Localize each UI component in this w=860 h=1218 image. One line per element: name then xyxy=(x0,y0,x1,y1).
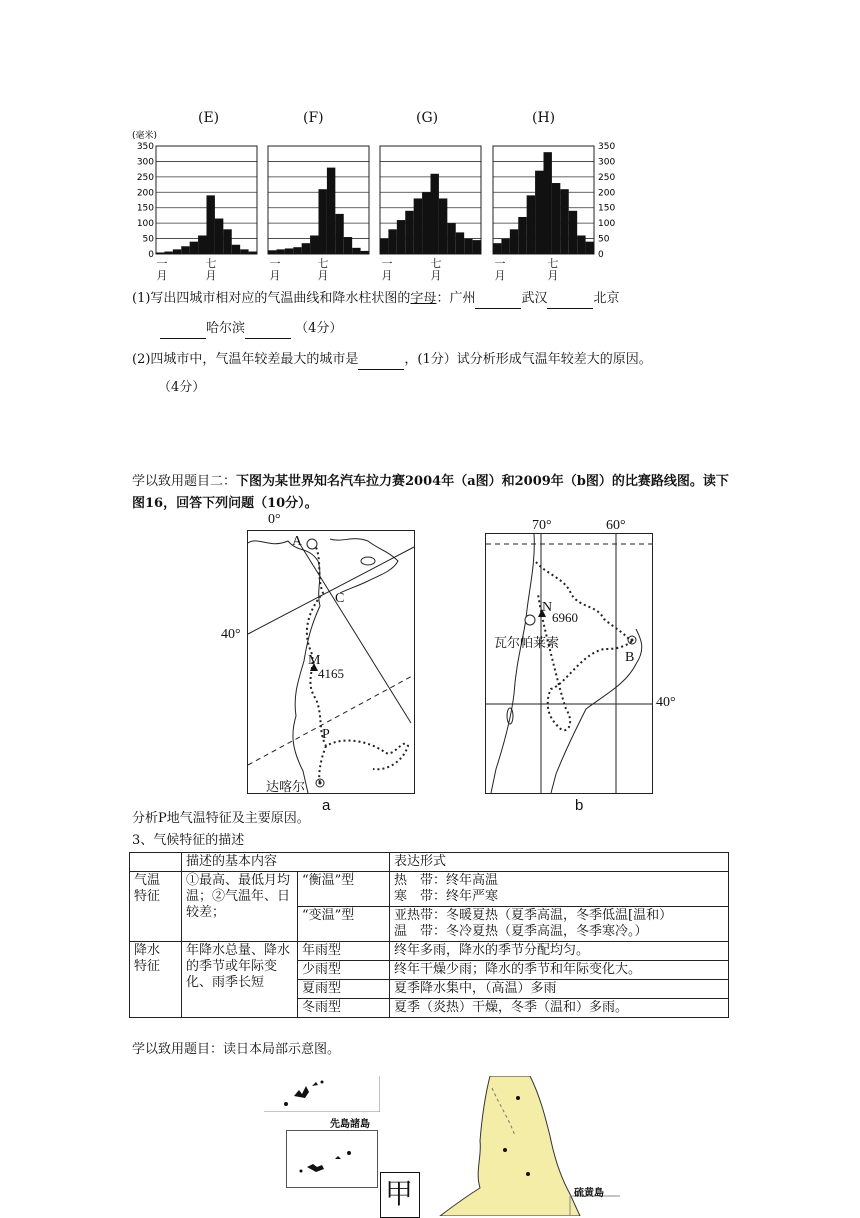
precip-bar xyxy=(293,247,301,254)
y-tick-label: 250 xyxy=(136,172,154,183)
precip-bar xyxy=(560,189,568,254)
precip-bar xyxy=(335,214,343,254)
precip-bar xyxy=(414,198,422,254)
y-tick-label: 150 xyxy=(136,203,154,214)
map-b-lon-70: 70° xyxy=(532,518,552,533)
y-tick-label-right: 150 xyxy=(598,203,616,214)
y-tick-label: 350 xyxy=(136,142,154,152)
japan-corner-label: 硫黄島 xyxy=(574,1188,604,1199)
table-r1-form: 终年多雨，降水的季节分配均匀。 xyxy=(390,942,729,961)
precip-bar xyxy=(352,248,360,254)
chart-label-e: (E) xyxy=(198,110,220,126)
map-a-lon-0: 0° xyxy=(268,512,281,527)
precip-chart-svg xyxy=(128,126,618,260)
q1-underlined: 字母 xyxy=(410,291,437,306)
table-temp-head: 气温 特征 xyxy=(130,872,182,942)
precip-bar xyxy=(431,174,439,254)
precip-bar xyxy=(380,239,388,254)
table-bian-form: 亚热带：冬暖夏热（夏季高温，冬季低温[温和） 温 带：冬冷夏热（夏季高温，冬季寒冷。） xyxy=(390,907,729,942)
y-tick-label-right: 100 xyxy=(598,219,616,230)
precip-bar xyxy=(164,252,172,254)
chart-panel xyxy=(380,146,481,254)
q2-score: （4分） xyxy=(158,380,206,395)
month-label-jan-h: 一 月 xyxy=(494,257,506,282)
precip-bar xyxy=(327,168,335,254)
month-label-jul-f: 七 月 xyxy=(317,257,329,282)
precip-bar xyxy=(397,220,405,254)
y-tick-label: 200 xyxy=(136,188,154,199)
precip-bar xyxy=(527,195,535,254)
precip-bar xyxy=(173,249,181,254)
precip-bar xyxy=(276,249,284,254)
precip-bar xyxy=(302,243,310,254)
map-b-city-valparaiso: 瓦尔帕莱索 xyxy=(494,635,560,650)
chart-label-g: (G) xyxy=(416,110,439,126)
precip-bar xyxy=(535,171,543,254)
question-1-line2 xyxy=(160,319,342,339)
precip-bar xyxy=(388,229,396,254)
table-prec-content: 年降水总量、降水的季节或年际变化、雨季长短 xyxy=(182,942,298,1018)
y-tick-label-right: 0 xyxy=(598,250,604,260)
japan-inset-islands-svg xyxy=(287,1131,377,1187)
q1-city-beijing: 北京 xyxy=(593,291,620,306)
table-r2-form: 终年干燥少雨；降水的季节和年际变化大。 xyxy=(390,961,729,980)
table-row xyxy=(130,942,729,961)
month-label-jan-f: 一 月 xyxy=(269,257,281,282)
japan-inset-top xyxy=(264,1076,380,1112)
topic-2 xyxy=(132,471,732,515)
precip-bar xyxy=(249,252,257,254)
month-label-jan-e: 一 月 xyxy=(156,257,168,282)
month-label-jul-g: 七 月 xyxy=(430,257,442,282)
y-tick-label-right: 50 xyxy=(598,234,610,245)
answer-blank-guangzhou[interactable] xyxy=(475,294,521,309)
q1-city-wuhan: 武汉 xyxy=(521,291,548,306)
map-a-svg xyxy=(248,531,414,793)
answer-blank-beijing[interactable] xyxy=(160,324,206,339)
chart-panel xyxy=(268,146,369,254)
y-tick-label-right: 200 xyxy=(598,188,616,199)
map-b-label-b: B xyxy=(625,650,635,665)
table-row xyxy=(130,853,729,872)
precip-bar xyxy=(405,211,413,254)
precip-bar xyxy=(198,235,206,254)
chart-panel xyxy=(156,146,257,254)
precip-bar xyxy=(319,189,327,254)
japan-label-jia: 甲 xyxy=(385,1177,414,1210)
q1-prefix: (1)写出四城市相对应的气温曲线和降水柱状图的 xyxy=(132,291,411,306)
table-header-content: 描述的基本内容 xyxy=(182,853,390,872)
section-3-heading: 3、气候特征的描述 xyxy=(132,833,245,848)
month-label-jan-g: 一 月 xyxy=(381,257,393,282)
y-tick-label-right: 250 xyxy=(598,172,616,183)
precip-bar xyxy=(544,152,552,254)
table-r1-type: 年雨型 xyxy=(298,942,390,961)
q2-part2: ，(1分）试分析形成气温年较差大的原因。 xyxy=(404,352,652,367)
japan-inset-islands xyxy=(286,1130,378,1188)
map-b-peak: 6960 xyxy=(552,610,578,625)
map-a-city-dakar: 达喀尔 xyxy=(266,779,306,794)
precip-bar xyxy=(156,252,164,254)
precip-bar xyxy=(439,198,447,254)
table-bian-type: “变温”型 xyxy=(298,907,390,942)
y-tick-label: 0 xyxy=(148,250,154,260)
precip-bar xyxy=(223,229,231,254)
japan-label-box xyxy=(380,1172,420,1218)
q1-city-guangzhou: ：广州 xyxy=(436,291,476,306)
y-tick-label-right: 350 xyxy=(598,142,616,152)
table-r3-type: 夏雨型 xyxy=(298,980,390,999)
precip-bar xyxy=(240,249,248,254)
map-a-lat-40: 40° xyxy=(221,627,241,642)
question-1 xyxy=(132,289,732,309)
precip-bar xyxy=(510,229,518,254)
precip-bar xyxy=(207,195,215,254)
precip-bar xyxy=(518,217,526,254)
precip-bar xyxy=(232,245,240,254)
table-prec-head: 降水 特征 xyxy=(130,942,182,1018)
japan-topic: 学以致用题目：读日本局部示意图。 xyxy=(132,1042,341,1057)
precip-bar xyxy=(310,235,318,254)
precip-bar xyxy=(285,248,293,254)
y-tick-label: 100 xyxy=(136,219,154,230)
answer-blank-wuhan[interactable] xyxy=(547,294,593,309)
answer-blank-harbin[interactable] xyxy=(245,324,291,339)
precip-bar xyxy=(447,223,455,254)
precip-bar xyxy=(181,246,189,254)
precip-bar xyxy=(422,192,430,254)
question-2 xyxy=(132,350,742,370)
precip-bar xyxy=(215,219,223,254)
map-a xyxy=(247,530,415,794)
topic-2-prefix: 学以致用题目二： xyxy=(132,474,237,489)
map-a-caption: a xyxy=(322,797,331,814)
map-b-lat-40: 40° xyxy=(656,695,676,710)
analyze-p-question: 分析P地气温特征及主要原因。 xyxy=(132,811,310,826)
precip-bar xyxy=(501,239,509,254)
map-b-caption: b xyxy=(575,797,584,814)
precip-bar xyxy=(268,250,276,254)
table-r4-type: 冬雨型 xyxy=(298,999,390,1018)
q1-score: （4分） xyxy=(295,321,343,336)
table-heng-form: 热 带：终年高温 寒 带：终年严寒 xyxy=(390,872,729,907)
map-a-label-m: M xyxy=(308,653,321,668)
map-b-lon-60: 60° xyxy=(606,518,626,533)
chart-panel xyxy=(493,146,594,254)
y-tick-label-right: 300 xyxy=(598,157,616,168)
precip-bar xyxy=(190,242,198,254)
map-b-label-n: N xyxy=(542,600,553,615)
precip-bar xyxy=(456,232,464,254)
precip-bar xyxy=(577,235,585,254)
precip-bar xyxy=(361,251,369,254)
month-label-jul-e: 七 月 xyxy=(205,257,217,282)
y-tick-label: 50 xyxy=(142,234,154,245)
chart-label-h: (H) xyxy=(532,110,556,126)
table-r2-type: 少雨型 xyxy=(298,961,390,980)
month-label-jul-h: 七 月 xyxy=(547,257,559,282)
climate-table xyxy=(129,852,729,1018)
map-a-label-p: P xyxy=(322,727,330,742)
precip-bar xyxy=(473,240,481,254)
table-header-form: 表达形式 xyxy=(390,853,729,872)
table-row xyxy=(130,872,729,907)
precip-bar xyxy=(493,243,501,254)
precip-bar xyxy=(552,183,560,254)
precip-bar xyxy=(586,242,594,254)
precip-bar xyxy=(344,237,352,254)
japan-islands-label: 先島諸島 xyxy=(330,1119,370,1130)
table-cell-empty xyxy=(130,853,182,872)
precip-bar xyxy=(464,239,472,254)
table-r3-form: 夏季降水集中，（高温）多雨 xyxy=(390,980,729,999)
answer-blank-max-range[interactable] xyxy=(358,355,404,370)
y-unit-label: (毫米) xyxy=(132,131,158,141)
map-a-label-c: C xyxy=(335,591,345,606)
table-heng-type: “衡温”型 xyxy=(298,872,390,907)
map-a-peak: 4165 xyxy=(318,666,344,681)
y-tick-label: 300 xyxy=(136,157,154,168)
q1-city-harbin: 哈尔滨 xyxy=(206,321,246,336)
table-r4-form: 夏季（炎热）干燥，冬季（温和）多雨。 xyxy=(390,999,729,1018)
table-temp-content: ①最高、最低月均温；②气温年、日较差； xyxy=(182,872,298,942)
topic-2-text: 下图为某世界知名汽车拉力赛2004年（a图）和2009年（b图）的比赛路线图。读下图16，回答下列问题（10分）。 xyxy=(132,474,729,511)
map-b xyxy=(485,533,653,794)
q2-part1: (2)四城市中，气温年较差最大的城市是 xyxy=(132,352,359,367)
map-a-label-a: A xyxy=(292,534,303,549)
precip-bar xyxy=(569,211,577,254)
japan-inset-top-svg xyxy=(264,1076,380,1112)
chart-label-f: (F) xyxy=(303,110,324,126)
